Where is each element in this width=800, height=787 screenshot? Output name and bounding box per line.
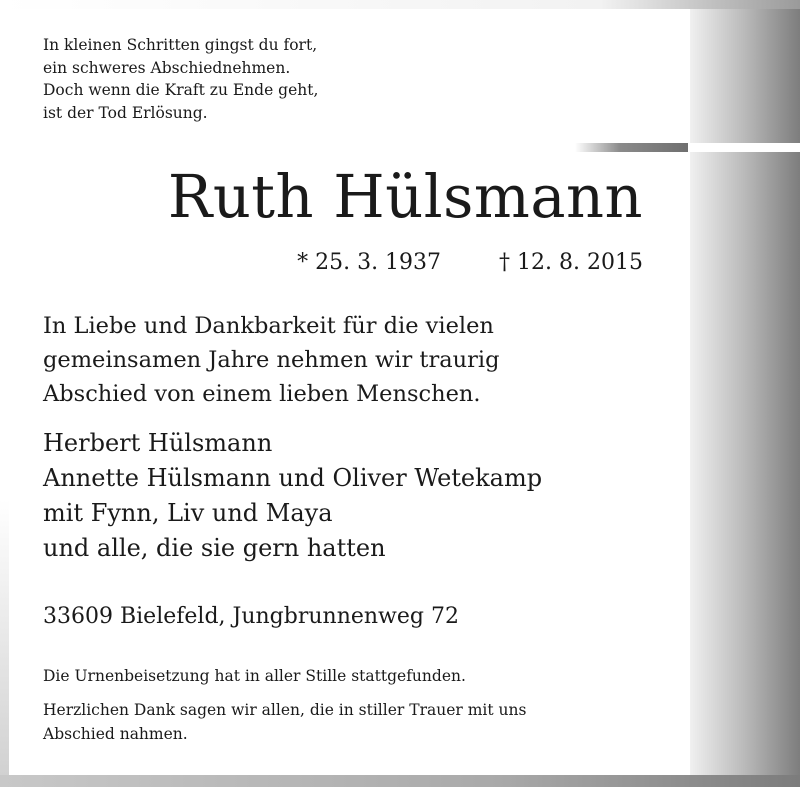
decorative-rule	[575, 143, 688, 152]
poem-line: ein schweres Abschiednehmen.	[43, 58, 291, 77]
farewell-line: In Liebe und Dankbarkeit für die vielen	[43, 313, 494, 339]
death-date: † 12. 8. 2015	[499, 250, 643, 275]
mourners-list	[43, 426, 542, 566]
mourner-line: und alle, die sie gern hatten	[43, 534, 386, 562]
frame-bottom-border	[0, 775, 800, 787]
mourner-line: mit Fynn, Liv und Maya	[43, 499, 333, 527]
mourner-line: Herbert Hülsmann	[43, 429, 273, 457]
mourner-line: Annette Hülsmann und Oliver Wetekamp	[43, 464, 543, 492]
frame-left-border	[0, 0, 9, 787]
farewell-text	[43, 309, 499, 411]
poem-verse	[43, 34, 318, 124]
poem-line: ist der Tod Erlösung.	[43, 103, 208, 122]
thanks-line: Abschied nahmen.	[43, 725, 188, 743]
birth-date: * 25. 3. 1937	[297, 250, 442, 275]
poem-line: In kleinen Schritten gingst du fort,	[43, 36, 318, 54]
farewell-line: Abschied von einem lieben Menschen.	[43, 381, 481, 407]
address: 33609 Bielefeld, Jungbrunnenweg 72	[43, 604, 459, 629]
farewell-line: gemeinsamen Jahre nehmen wir traurig	[43, 347, 500, 373]
frame-top-border	[0, 0, 800, 9]
deceased-name: Ruth Hülsmann	[167, 162, 643, 231]
thanks-line: Herzlichen Dank sagen wir allen, die in stiller Trauer mit uns	[43, 701, 527, 719]
burial-note: Die Urnenbeisetzung hat in aller Stille stattgefunden.	[43, 667, 466, 685]
life-dates	[297, 248, 643, 278]
decorative-rule-gap	[688, 143, 800, 152]
thanks-note	[43, 698, 526, 746]
poem-line: Doch wenn die Kraft zu Ende geht,	[43, 81, 319, 99]
